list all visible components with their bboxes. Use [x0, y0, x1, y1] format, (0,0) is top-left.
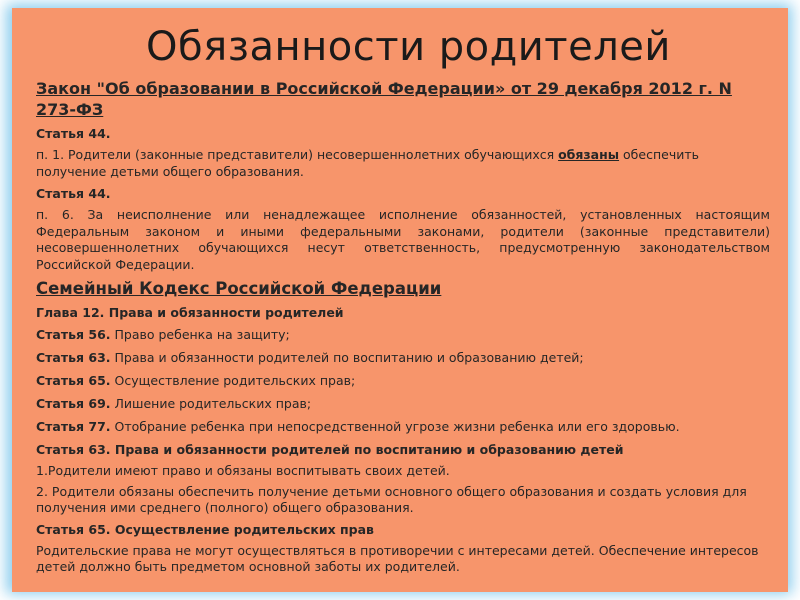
article-label: Статья 77. — [36, 419, 111, 434]
slide — [12, 8, 788, 592]
law-article-1-heading: Статья 44. — [36, 126, 111, 141]
family-code-article-item — [36, 418, 770, 435]
article-text: Осуществление родительских прав; — [110, 373, 356, 388]
article-label: Статья 63. — [36, 350, 111, 365]
family-code-article-item — [36, 326, 770, 343]
article-text: Права и обязанности родителей по воспитанию и образованию детей; — [110, 350, 584, 365]
family-code-article-item — [36, 395, 770, 412]
article-label: Статья 69. — [36, 396, 111, 411]
slide-title: Обязанности родителей — [146, 24, 671, 70]
article-text: Отобрание ребенка при непосредственной угрозе жизни ребенка или его здоровью. — [110, 419, 680, 434]
family-code-article-item — [36, 372, 770, 389]
article-text: Лишение родительских прав; — [110, 396, 312, 411]
law-heading: Закон "Об образовании в Российской Федерации» от 29 декабря 2012 г. N 273-ФЗ — [36, 79, 732, 119]
law-article-2-heading: Статья 44. — [36, 186, 111, 201]
law-article-1-text-before: п. 1. Родители (законные представители) несовершеннолетних обучающихся — [36, 147, 559, 162]
family-code-article-item — [36, 349, 770, 366]
law-article-1-keyword: обязаны — [558, 147, 620, 162]
article-label: Статья 65. — [36, 373, 111, 388]
article-label: Статья 56. — [36, 327, 111, 342]
article-65-heading: Статья 65. Осуществление родительских прав — [36, 521, 374, 537]
law-article-2-text: п. 6. За неисполнение или ненадлежащее исполнение обязанностей, установленных настоящим Федеральным законом и иными федеральными законами, родители (законные представители) несовершеннолетних обучающихся несут ответственность, предусмотренную законодательством Российской Федерации. — [36, 207, 770, 272]
article-63-paragraph-1: 1.Родители имеют право и обязаны воспитывать своих детей. — [36, 463, 450, 478]
article-63-heading: Статья 63. Права и обязанности родителей по воспитанию и образованию детей — [36, 442, 624, 457]
family-code-heading: Семейный Кодекс Российской Федерации — [36, 279, 442, 298]
law-article-1-text-after: обеспечить получение детьми общего образования. — [36, 147, 699, 179]
article-63-paragraph-2: 2. Родители обязаны обеспечить получение детьми основного общего образования и создать условия для получения ими среднего (полного) общего образования. — [36, 483, 747, 515]
article-65-text: Родительские права не могут осуществляться в противоречии с интересами детей. Обеспечение интересов детей должно быть предметом основной заботы их родителей. — [36, 542, 759, 574]
law-article-1-text — [36, 147, 770, 180]
article-text: Право ребенка на защиту; — [110, 327, 290, 342]
family-code-chapter: Глава 12. Права и обязанности родителей — [36, 305, 344, 320]
